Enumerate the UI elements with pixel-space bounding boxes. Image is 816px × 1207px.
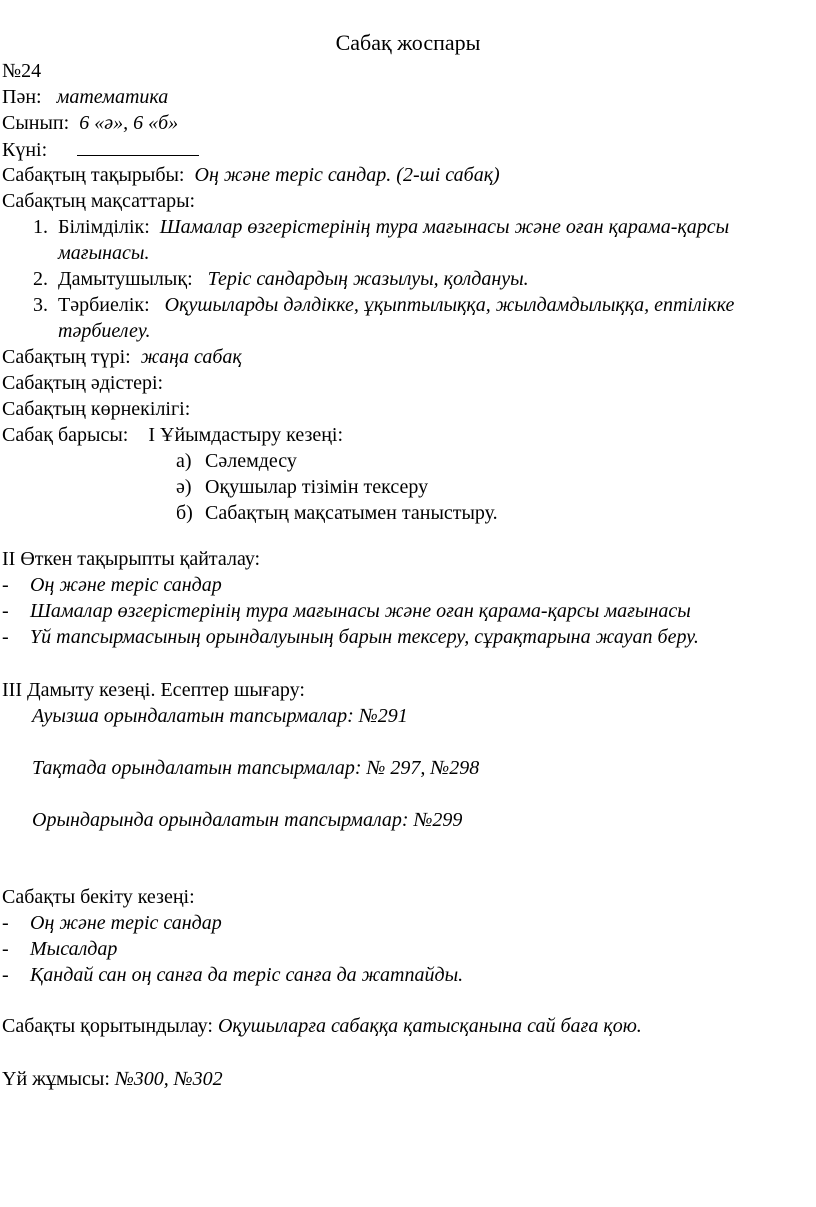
goal-label: Тәрбиелік: bbox=[58, 294, 150, 316]
consolidation-item-text: Қандай сан оң санға да теріс санға да жатпайды. bbox=[30, 964, 464, 986]
summary-label: Сабақты қорытындылау: bbox=[2, 1015, 213, 1037]
goal-number: 1. bbox=[33, 216, 48, 238]
review-item-text: Үй тапсырмасының орындалуының барын тексеру, сұрақтарына жауап беру. bbox=[30, 626, 699, 648]
topic-value: Оң және теріс сандар. (2-ші сабақ) bbox=[194, 164, 500, 186]
consolidation-item bbox=[2, 936, 117, 962]
visuals-label: Сабақтың көрнекілігі: bbox=[2, 398, 191, 420]
consolidation-item bbox=[2, 962, 463, 988]
grade-label: Сынып: bbox=[2, 112, 70, 134]
review-item-text: Шамалар өзгерістерінің тура мағынасы және оған қарама-қарсы мағынасы bbox=[30, 600, 691, 622]
homework-line bbox=[2, 1066, 223, 1092]
goal-value: Шамалар өзгерістерінің тура мағынасы және оған қарама-қарсы bbox=[159, 216, 730, 238]
seat-tasks: Орындарында орындалатын тапсырмалар: №299 bbox=[32, 809, 463, 831]
review-item bbox=[2, 572, 222, 598]
stage1-step bbox=[176, 448, 297, 474]
step-text: Оқушылар тізімін тексеру bbox=[205, 476, 429, 498]
review-item bbox=[2, 624, 699, 650]
review-item-text: Оң және теріс сандар bbox=[30, 574, 222, 596]
dash: - bbox=[2, 912, 9, 934]
goal-number: 2. bbox=[33, 268, 48, 290]
consolidation-item-text: Оң және теріс сандар bbox=[30, 912, 222, 934]
goal-value: Теріс сандардың жазылуы, қолдануы. bbox=[207, 268, 529, 290]
date-label: Күні: bbox=[2, 139, 48, 161]
type-label: Сабақтың түрі: bbox=[2, 346, 131, 368]
progress-label: Сабақ барысы: bbox=[2, 424, 129, 446]
homework-label: Үй жұмысы: bbox=[2, 1068, 110, 1090]
consolidation-item-text: Мысалдар bbox=[30, 938, 118, 960]
step-text: Сабақтың мақсатымен таныстыру. bbox=[205, 502, 498, 524]
goals-label: Сабақтың мақсаттары: bbox=[2, 190, 196, 212]
dash: - bbox=[2, 574, 9, 596]
step-text: Сәлемдесу bbox=[205, 450, 297, 472]
subject-value: математика bbox=[56, 86, 169, 108]
goal-item bbox=[26, 214, 729, 240]
grade-value: 6 «ә», 6 «б» bbox=[79, 112, 179, 134]
review-heading: II Өткен тақырыпты қайталау: bbox=[2, 548, 261, 570]
goal-label: Білімділік: bbox=[58, 216, 150, 238]
topic-line bbox=[2, 162, 500, 188]
dash: - bbox=[2, 964, 9, 986]
oral-tasks: Ауызша орындалатын тапсырмалар: №291 bbox=[32, 705, 408, 727]
progress-line bbox=[2, 422, 343, 448]
consolidation-item bbox=[2, 910, 222, 936]
step-letter: б) bbox=[176, 502, 193, 524]
dash: - bbox=[2, 938, 9, 960]
development-heading: III Дамыту кезеңі. Есептер шығару: bbox=[2, 679, 305, 701]
stage1-step bbox=[176, 500, 498, 526]
type-line bbox=[2, 344, 242, 370]
page-title: Сабақ жоспары bbox=[335, 30, 481, 55]
consolidation-heading: Сабақты бекіту кезеңі: bbox=[2, 886, 195, 908]
type-value: жаңа сабақ bbox=[140, 346, 242, 368]
stage1-label: I Ұйымдастыру кезеңі: bbox=[148, 424, 344, 446]
homework-value: №300, №302 bbox=[114, 1068, 223, 1090]
grade-line bbox=[2, 110, 178, 136]
step-letter: ә) bbox=[176, 476, 192, 498]
goal-number: 3. bbox=[33, 294, 48, 316]
date-blank bbox=[77, 137, 199, 156]
methods-label: Сабақтың әдістері: bbox=[2, 372, 164, 394]
summary-line bbox=[2, 1013, 642, 1039]
goal-item bbox=[26, 266, 529, 292]
topic-label: Сабақтың тақырыбы: bbox=[2, 164, 185, 186]
lesson-number: №24 bbox=[2, 60, 42, 82]
board-tasks: Тақтада орындалатын тапсырмалар: № 297, №298 bbox=[32, 757, 480, 779]
goal-continuation: тәрбиелеу. bbox=[58, 320, 151, 342]
goal-continuation: мағынасы. bbox=[58, 242, 150, 264]
subject-line bbox=[2, 84, 168, 110]
dash: - bbox=[2, 626, 9, 648]
stage1-step bbox=[176, 474, 428, 500]
step-letter: а) bbox=[176, 450, 192, 472]
goal-label: Дамытушылық: bbox=[58, 268, 193, 290]
summary-value: Оқушыларға сабаққа қатысқанына сай баға қою. bbox=[217, 1015, 642, 1037]
review-item bbox=[2, 598, 691, 624]
goal-value: Оқушыларды дәлдікке, ұқыптылыққа, жылдамдылыққа, ептілікке bbox=[164, 294, 735, 316]
subject-label: Пән: bbox=[2, 86, 42, 108]
date-line bbox=[2, 137, 199, 163]
dash: - bbox=[2, 600, 9, 622]
goal-item bbox=[26, 292, 734, 318]
